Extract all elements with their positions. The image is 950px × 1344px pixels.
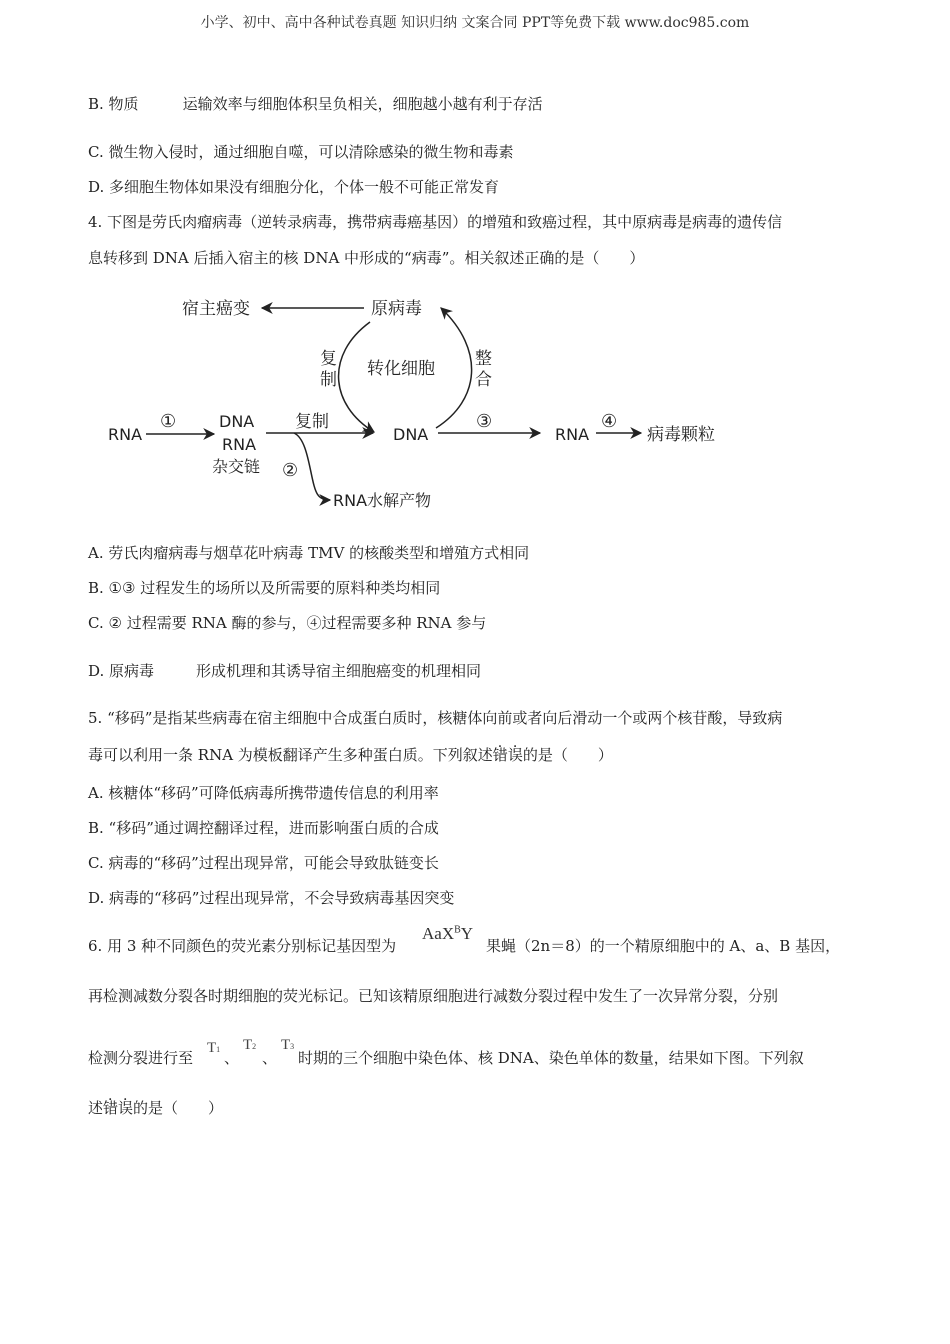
- label-replicate-v1: 复: [320, 349, 337, 369]
- q5-option-c: C. 病毒的“移码”过程出现异常，可能会导致肽链变长: [88, 854, 439, 872]
- label-provirus: 原病毒: [371, 299, 422, 319]
- q6-stem-line4: 述错误的是（ ）: [88, 1099, 224, 1117]
- q3-option-d: D. 多细胞生物体如果没有细胞分化，个体一般不可能正常发育: [88, 178, 500, 196]
- q6-t2: T2: [243, 1037, 257, 1053]
- rsv-process-diagram: [0, 280, 950, 520]
- q5-option-b: B. “移码”通过调控翻译过程，进而影响蛋白质的合成: [88, 819, 439, 837]
- label-replicate-v2: 制: [320, 370, 337, 390]
- q4-stem-line1: 4. 下图是劳氏肉瘤病毒（逆转录病毒，携带病毒癌基因）的增殖和致癌过程，其中原病毒是病毒的遗传信: [88, 213, 783, 231]
- label-integrate-1: 整: [475, 349, 492, 369]
- q6-t3: T3: [281, 1037, 295, 1053]
- q6-stem-line3-right: 时期的三个细胞中染色体、核 DNA、染色单体的数量，结果如下图。下列叙: [298, 1049, 804, 1067]
- q6-t1: T1: [207, 1040, 221, 1056]
- q3-option-b: B. 物质 运输效率与细胞体积呈负相关，细胞越小越有利于存活: [88, 95, 543, 113]
- q4-stem-line2: 息转移到 DNA 后插入宿主的核 DNA 中形成的“病毒”。相关叙述正确的是（ ）: [88, 249, 645, 267]
- q6-stem-line1-left: 6. 用 3 种不同颜色的荧光素分别标记基因型为: [88, 937, 397, 955]
- q6-stem-line2: 再检测减数分裂各时期细胞的荧光标记。已知该精原细胞进行减数分裂过程中发生了一次异常分裂，分别: [88, 987, 779, 1005]
- label-step3: ③: [476, 411, 493, 432]
- label-step4: ④: [601, 411, 618, 432]
- q5-option-a: A. 核糖体“移码”可降低病毒所携带遗传信息的利用率: [88, 784, 439, 802]
- arrow-dna-to-provirus: [436, 308, 472, 428]
- label-step1: ①: [160, 411, 177, 432]
- label-hybrid-chain: 杂交链: [212, 457, 261, 476]
- label-transformed-cell: 转化细胞: [367, 359, 435, 379]
- q4-option-d: D. 原病毒 形成机理和其诱导宿主细胞癌变的机理相同: [88, 662, 482, 680]
- label-rna-right: RNA: [555, 425, 590, 444]
- label-hybrid-dna: DNA: [219, 412, 255, 431]
- label-replicate-h: 复制: [295, 412, 329, 432]
- page-header: 小学、初中、高中各种试卷真题 知识归纳 文案合同 PPT等免费下载 www.doc985.com: [200, 15, 750, 31]
- arrow-hybrid-to-hydrolysis: [294, 433, 330, 500]
- label-step2: ②: [282, 460, 299, 481]
- q6-stem-line3-left: 检测分裂进行至: [88, 1049, 194, 1067]
- q3-option-c: C. 微生物入侵时，通过细胞自噬，可以清除感染的微生物和毒素: [88, 143, 514, 161]
- label-host-cancer: 宿主癌变: [182, 299, 250, 319]
- q6-sep1: 、: [224, 1049, 240, 1067]
- q6-sep2: 、: [262, 1049, 278, 1067]
- q6-genotype: AaX$^B$Y: [422, 924, 474, 943]
- q5-stem-line2: 毒可以利用一条 RNA 为模板翻译产生多种蛋白质。下列叙述错误的是（ ）: [88, 746, 613, 764]
- label-hybrid-rna: RNA: [222, 435, 257, 454]
- q5-option-d: D. 病毒的“移码”过程出现异常，不会导致病毒基因突变: [88, 889, 455, 907]
- label-virus-particle: 病毒颗粒: [647, 425, 715, 445]
- label-integrate-2: 合: [475, 370, 492, 390]
- q5-stem-line1: 5. “移码”是指某些病毒在宿主细胞中合成蛋白质时，核糖体向前或者向后滑动一个或两个核苷酸，导致病: [88, 709, 783, 727]
- label-rna-left: RNA: [108, 425, 143, 444]
- label-rna-hydrolysis: RNA水解产物: [333, 491, 432, 510]
- q6-stem-line1-right: 果蝇（2n＝8）的一个精原细胞中的 A、a、B 基因，: [486, 937, 841, 955]
- q4-option-c: C. ② 过程需要 RNA 酶的参与，④过程需要多种 RNA 参与: [88, 614, 487, 632]
- label-dna: DNA: [393, 425, 429, 444]
- q4-option-b: B. ①③ 过程发生的场所以及所需要的原料种类均相同: [88, 579, 441, 597]
- q4-option-a: A. 劳氏肉瘤病毒与烟草花叶病毒 TMV 的核酸类型和增殖方式相同: [88, 544, 530, 562]
